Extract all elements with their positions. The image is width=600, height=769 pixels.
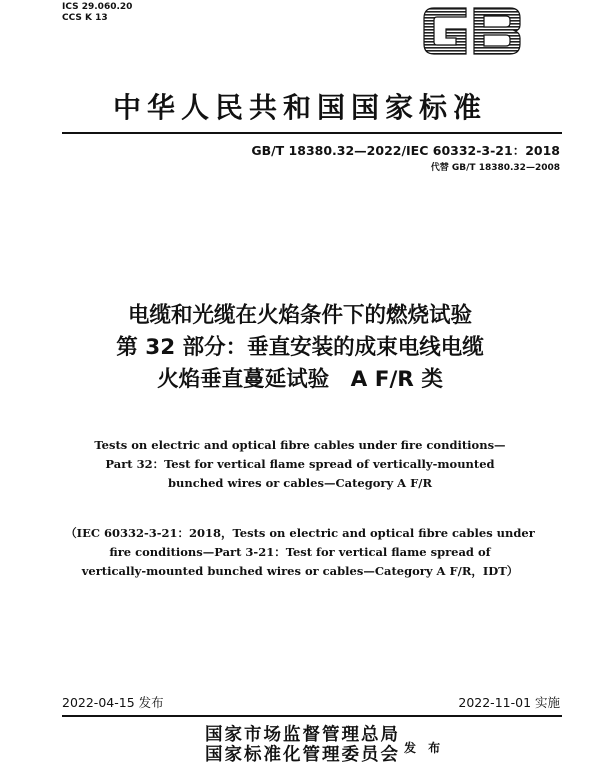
english-title-line2: Part 32：Test for vertical flame spread of vertically-mounted: [105, 457, 495, 471]
chinese-title-line1: 电缆和光缆在火焰条件下的燃烧试验: [127, 303, 472, 328]
iec-reference-line3: vertically-mounted bunched wires or cables—Category A F/R，IDT）: [81, 564, 519, 578]
chinese-title-line3: 火焰垂直蔓延试验 A F/R 类: [157, 367, 443, 392]
english-title-line1: Tests on electric and optical fibre cables under fire conditions—: [94, 438, 506, 452]
classification-codes: [62, 2, 132, 24]
english-title-line3: bunched wires or cables—Category A F/R: [167, 476, 433, 490]
iec-reference-line2: fire conditions—Part 3-21：Test for vertical flame spread of: [109, 545, 491, 559]
publish-label: 发 布: [404, 741, 445, 755]
iec-reference-line1: （IEC 60332-3-21：2018，Tests on electric and optical fibre cables under: [65, 526, 535, 540]
iec-reference: [0, 524, 600, 581]
ics-code: ICS 29.060.20: [62, 2, 133, 12]
top-divider: [62, 132, 562, 134]
english-title: [0, 436, 600, 493]
publisher-sac: 国家标准化管理委员会: [205, 745, 400, 765]
publisher-samr: 国家市场监督管理总局: [205, 725, 400, 745]
gb-logo: [418, 2, 526, 60]
standard-category-title: 中华人民共和国国家标准: [112, 91, 487, 124]
chinese-title-line2: 第 32 部分：垂直安装的成束电线电缆: [116, 335, 484, 360]
bottom-divider: [62, 715, 562, 717]
standard-number: GB/T 18380.32—2022/IEC 60332-3-21：2018: [251, 143, 560, 158]
chinese-title: [0, 300, 600, 396]
publishers: [205, 725, 400, 765]
replaces-note: 代替 GB/T 18380.32—2008: [430, 163, 560, 173]
ccs-code: CCS K 13: [62, 13, 108, 23]
issue-date: 2022-04-15 发布: [62, 695, 164, 710]
implementation-date: 2022-11-01 实施: [458, 695, 560, 710]
